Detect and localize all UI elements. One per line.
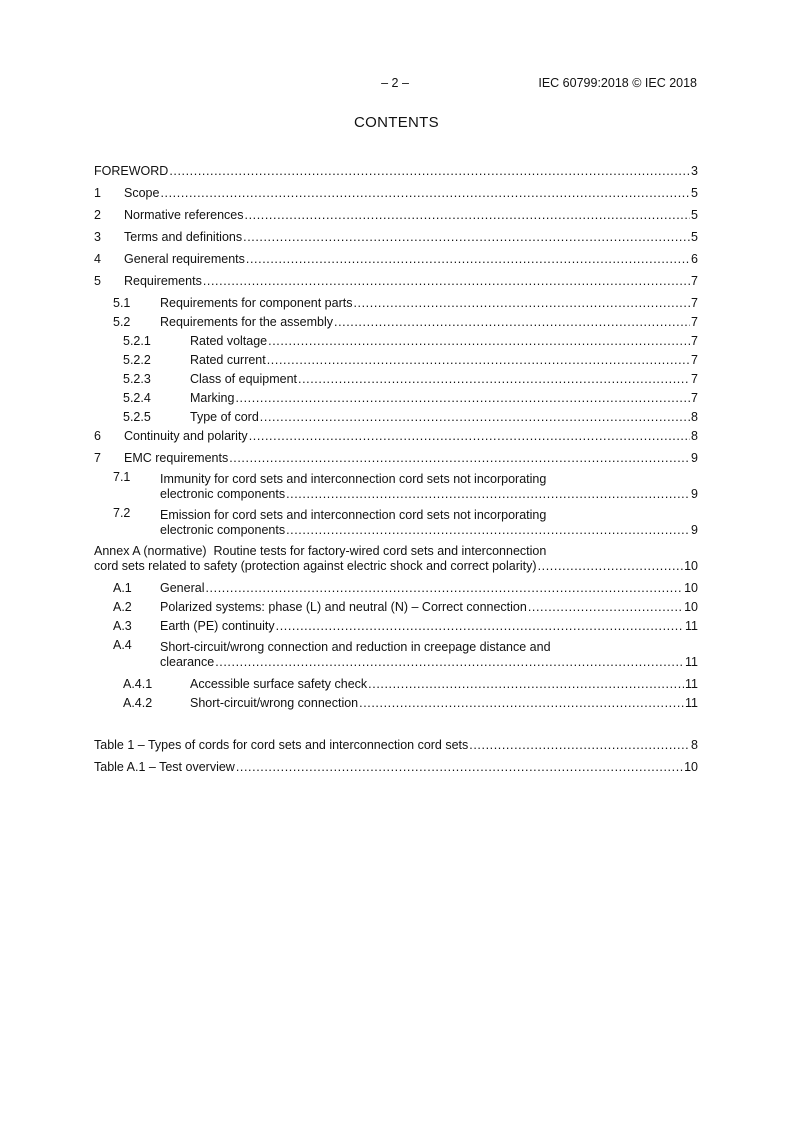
toc-entry-number: 3 — [94, 230, 101, 244]
dot-leader — [276, 619, 684, 634]
toc-entry-text-line2: electronic components — [160, 487, 286, 501]
dot-leader — [368, 677, 684, 692]
toc-entry-foreword[interactable] — [94, 157, 698, 179]
table-of-contents — [94, 157, 698, 775]
toc-entry-text-line1: Annex A (normative) Routine tests for factory-wired cord sets and interconnection — [94, 544, 547, 558]
toc-entry-text: Rated current — [190, 353, 266, 367]
toc-entry-text: Table 1 – Types of cords for cord sets and interconnection cord sets — [94, 738, 469, 752]
toc-entry-number: 7.1 — [113, 470, 131, 484]
toc-entry-number: A.4.2 — [123, 696, 153, 710]
toc-entry-text: General requirements — [124, 252, 245, 266]
dot-leader — [235, 391, 690, 406]
toc-entry-text-line1: Short-circuit/wrong connection and reduction in creepage distance and — [160, 640, 551, 654]
dot-leader — [236, 760, 683, 775]
toc-entry-text: General — [160, 581, 205, 595]
toc-entry-number: 6 — [94, 429, 101, 443]
toc-entry-5-2-1[interactable] — [94, 330, 698, 349]
toc-entry-page: 10 — [684, 600, 698, 614]
dot-leader — [268, 334, 690, 349]
toc-entry-number: 5.2.1 — [123, 334, 151, 348]
dot-leader — [286, 523, 690, 538]
toc-entry-text: Type of cord — [190, 410, 259, 424]
toc-entry-page: 3 — [691, 164, 698, 178]
toc-entry-number: A.4 — [113, 638, 132, 652]
toc-entry-number: A.4.1 — [123, 677, 153, 691]
toc-entry-number: 7.2 — [113, 506, 131, 520]
toc-entry-text: Earth (PE) continuity — [160, 619, 275, 633]
toc-entry-page: 9 — [691, 523, 698, 537]
dot-leader — [243, 230, 690, 245]
dot-leader — [245, 208, 691, 223]
toc-entry-a-1[interactable] — [94, 574, 698, 596]
toc-entry-number: 5.2.5 — [123, 410, 151, 424]
toc-entry-7-2[interactable] — [94, 502, 698, 538]
toc-entry-page: 7 — [691, 391, 698, 405]
toc-entry-number: 5.1 — [113, 296, 131, 310]
toc-entry-number: 5 — [94, 274, 101, 288]
toc-entry-a-4[interactable] — [94, 634, 698, 670]
toc-entry-page: 9 — [691, 451, 698, 465]
toc-entry-number: 5.2.3 — [123, 372, 151, 386]
toc-entry-a-2[interactable] — [94, 596, 698, 615]
toc-entry-5-1[interactable] — [94, 289, 698, 311]
toc-entry-page: 7 — [691, 353, 698, 367]
toc-entry-page: 10 — [684, 760, 698, 774]
toc-entry-text: Continuity and polarity — [124, 429, 248, 443]
toc-entry-6[interactable] — [94, 425, 698, 444]
toc-entry-7[interactable] — [94, 444, 698, 466]
toc-entry-7-1[interactable] — [94, 466, 698, 502]
toc-entry-a-3[interactable] — [94, 615, 698, 634]
toc-entry-text: Rated voltage — [190, 334, 268, 348]
dot-leader — [286, 487, 690, 502]
toc-entry-text: Polarized systems: phase (L) and neutral (N) – Correct connection — [160, 600, 527, 614]
section-spacer — [94, 711, 698, 731]
toc-entry-number: A.3 — [113, 619, 132, 633]
toc-entry-page: 8 — [691, 410, 698, 424]
toc-entry-page: 8 — [691, 429, 698, 443]
list-of-tables-entry-2[interactable] — [94, 753, 698, 775]
toc-entry-a-4-2[interactable] — [94, 692, 698, 711]
dot-leader — [267, 353, 690, 368]
toc-entry-page: 7 — [691, 372, 698, 386]
toc-entry-page: 10 — [684, 559, 698, 573]
toc-entry-page: 5 — [691, 230, 698, 244]
toc-entry-5[interactable] — [94, 267, 698, 289]
dot-leader — [260, 410, 690, 425]
dot-leader — [359, 696, 684, 711]
toc-entry-page: 9 — [691, 487, 698, 501]
toc-entry-number: 1 — [94, 186, 101, 200]
toc-entry-page: 6 — [691, 252, 698, 266]
toc-entry-page: 11 — [685, 655, 698, 669]
toc-entry-text: FOREWORD — [94, 164, 169, 178]
toc-entry-page: 5 — [691, 208, 698, 222]
dot-leader — [205, 581, 683, 596]
toc-entry-number: 4 — [94, 252, 101, 266]
dot-leader — [469, 738, 690, 753]
toc-entry-text: Requirements — [124, 274, 202, 288]
dot-leader — [160, 186, 690, 201]
toc-entry-page: 7 — [691, 315, 698, 329]
toc-entry-5-2-4[interactable] — [94, 387, 698, 406]
toc-entry-page: 10 — [684, 581, 698, 595]
dot-leader — [538, 559, 684, 574]
toc-entry-number: 5.2.2 — [123, 353, 151, 367]
toc-entry-page: 8 — [691, 738, 698, 752]
toc-entry-number: 2 — [94, 208, 101, 222]
toc-entry-1[interactable] — [94, 179, 698, 201]
toc-entry-text: Table A.1 – Test overview — [94, 760, 235, 774]
toc-entry-a-4-1[interactable] — [94, 670, 698, 692]
dot-leader — [334, 315, 690, 330]
toc-entry-text: Short-circuit/wrong connection — [190, 696, 359, 710]
toc-entry-text-line2: electronic components — [160, 523, 286, 537]
toc-entry-text-line2: clearance — [160, 655, 215, 669]
toc-entry-5-2-2[interactable] — [94, 349, 698, 368]
toc-entry-3[interactable] — [94, 223, 698, 245]
dot-leader — [298, 372, 690, 387]
dot-leader — [249, 429, 690, 444]
toc-entry-text: Requirements for the assembly — [160, 315, 333, 329]
toc-entry-text-line2: cord sets related to safety (protection against electric shock and correct polarity) — [94, 559, 537, 573]
page-number: – 2 – — [381, 76, 409, 90]
dot-leader — [215, 655, 684, 670]
toc-entry-page: 11 — [685, 677, 698, 691]
toc-entry-number: A.2 — [113, 600, 132, 614]
toc-entry-text: Terms and definitions — [124, 230, 243, 244]
toc-entry-text: Marking — [190, 391, 235, 405]
toc-entry-text-line1: Immunity for cord sets and interconnection cord sets not incorporating — [160, 472, 547, 486]
toc-entry-text: Normative references — [124, 208, 244, 222]
toc-entry-number: A.1 — [113, 581, 132, 595]
dot-leader — [246, 252, 690, 267]
toc-entry-text: Accessible surface safety check — [190, 677, 368, 691]
page-title: CONTENTS — [354, 114, 439, 131]
toc-entry-text: Class of equipment — [190, 372, 298, 386]
toc-entry-page: 11 — [685, 619, 698, 633]
dot-leader — [229, 451, 690, 466]
standard-reference: IEC 60799:2018 © IEC 2018 — [538, 76, 697, 90]
toc-entry-page: 11 — [685, 696, 698, 710]
toc-entry-number: 5.2 — [113, 315, 131, 329]
dot-leader — [528, 600, 683, 615]
toc-entry-text: EMC requirements — [124, 451, 229, 465]
toc-entry-text-line1: Emission for cord sets and interconnection cord sets not incorporating — [160, 508, 547, 522]
toc-entry-page: 5 — [691, 186, 698, 200]
list-of-tables-entry-1[interactable] — [94, 731, 698, 753]
toc-entry-5-2-5[interactable] — [94, 406, 698, 425]
toc-entry-number: 5.2.4 — [123, 391, 151, 405]
toc-entry-page: 7 — [691, 334, 698, 348]
toc-entry-4[interactable] — [94, 245, 698, 267]
toc-entry-annex-a[interactable] — [94, 538, 698, 574]
toc-entry-5-2[interactable] — [94, 311, 698, 330]
dot-leader — [203, 274, 690, 289]
dot-leader — [169, 164, 690, 179]
toc-entry-page: 7 — [691, 296, 698, 310]
toc-entry-text: Requirements for component parts — [160, 296, 353, 310]
toc-entry-page: 7 — [691, 274, 698, 288]
toc-entry-number: 7 — [94, 451, 101, 465]
toc-entry-5-2-3[interactable] — [94, 368, 698, 387]
toc-entry-text: Scope — [124, 186, 160, 200]
dot-leader — [353, 296, 690, 311]
toc-entry-2[interactable] — [94, 201, 698, 223]
